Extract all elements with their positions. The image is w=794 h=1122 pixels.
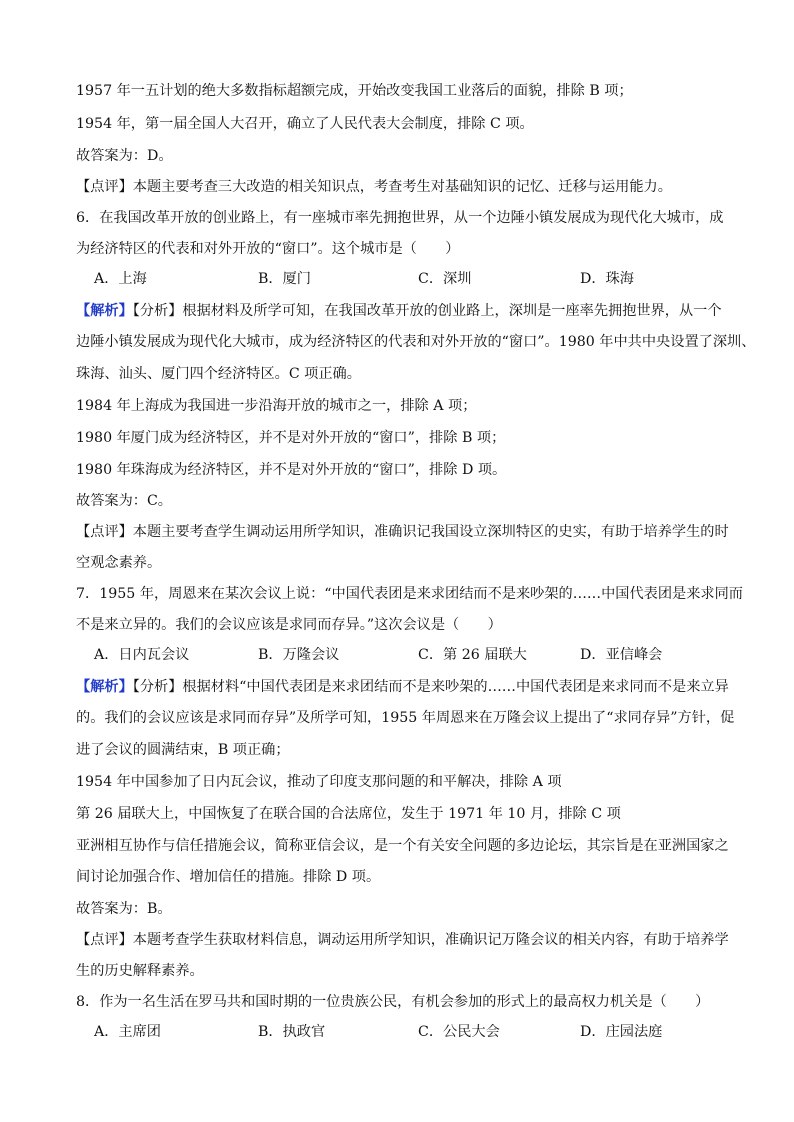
analysis-line: 的。我们的会议应该是求同而存异”及所学可知，1955 年周恩来在万隆会议上提出了“求同存异”方针，促 (76, 710, 735, 726)
comment-line: 空观念素养。 (76, 555, 162, 571)
question-7-text: 不是来立异的。我们的会议应该是求同而存异。”这次会议是（ ） (76, 617, 502, 633)
answer-line: 故答案为：D。 (76, 148, 173, 164)
option-c: C．深圳 (418, 271, 472, 287)
analysis-line (76, 301, 726, 321)
analysis-line: 第 26 届联大上，中国恢复了在联合国的合法席位，发生于 1971 年 10 月，排除 C 项 (76, 806, 621, 822)
question-6-text: 6．在我国改革开放的创业路上，有一座城市率先拥抱世界，从一个边陲小镇发展成为现代化大城市，成 (76, 210, 724, 226)
analysis-text: 【分析】根据材料及所学可知，在我国改革开放的创业路上，深圳是一座率先拥抱世界，从一个 (132, 303, 722, 319)
analysis-line: 珠海、汕头、厦门四个经济特区。C 项正确。 (76, 366, 361, 382)
comment-line: 生的历史解释素养。 (76, 963, 204, 979)
option-c: C．公民大会 (418, 1024, 500, 1040)
analysis-line: 进了会议的圆满结束，B 项正确； (76, 742, 290, 758)
option-c: C．第 26 届联大 (418, 647, 527, 663)
option-d: D．亚信峰会 (580, 647, 663, 663)
answer-line: 故答案为：C。 (76, 493, 172, 509)
comment-line: 【点评】本题考查学生获取材料信息，调动运用所学知识，准确识记万隆会议的相关内容，有助于培养学 (76, 932, 729, 948)
analysis-line: 1954 年中国参加了日内瓦会议，推动了印度支那问题的和平解决，排除 A 项 (76, 774, 562, 790)
option-b: B．执政官 (258, 1024, 326, 1040)
option-d: D．珠海 (580, 271, 634, 287)
analysis-line: 亚洲相互协作与信任措施会议，简称亚信会议，是一个有关安全问题的多边论坛，其宗旨是在亚洲国家之 (76, 838, 729, 854)
analysis-tag: 【解析】 (76, 679, 133, 695)
comment-line: 【点评】本题主要考查学生调动运用所学知识，准确识记我国设立深圳特区的史实，有助于培养学生的时 (76, 524, 729, 540)
option-b: B．万隆会议 (258, 647, 340, 663)
analysis-line: 边陲小镇发展成为现代化大城市，成为经济特区的代表和对外开放的“窗口”。1980 年中共中央设置了深圳、 (76, 334, 756, 350)
option-d: D．庄园法庭 (580, 1024, 663, 1040)
question-8-text: 8．作为一名生活在罗马共和国时期的一位贵族公民，有机会参加的形式上的最高权力机关是（ ） (76, 994, 710, 1010)
analysis-tag: 【解析】 (76, 303, 133, 319)
option-a: A．上海 (94, 271, 147, 287)
analysis-line: 间讨论加强合作、增加信任的措施。排除 D 项。 (76, 869, 381, 885)
option-a: A．日内瓦会议 (94, 647, 190, 663)
question-7-text: 7．1955 年，周恩来在某次会议上说：“中国代表团是来求团结而不是来吵架的……中国代表团是来求同而 (76, 586, 743, 602)
analysis-line: 1980 年珠海成为经济特区，并不是对外开放的“窗口”，排除 D 项。 (76, 462, 507, 478)
analysis-text: 【分析】根据材料“中国代表团是来求团结而不是来吵架的……中国代表团是来求同而不是来立异 (132, 679, 729, 695)
option-a: A．主席团 (94, 1024, 161, 1040)
question-6-text: 为经济特区的代表和对外开放的“窗口”。这个城市是（ ） (76, 241, 460, 257)
analysis-line: 1980 年厦门成为经济特区，并不是对外开放的“窗口”，排除 B 项； (76, 430, 506, 446)
comment-line: 【点评】本题主要考查三大改造的相关知识点，考查考生对基础知识的记忆、迁移与运用能力。 (76, 179, 672, 195)
analysis-line: 1984 年上海成为我国进一步沿海开放的城市之一，排除 A 项； (76, 398, 477, 414)
analysis-line (76, 677, 729, 697)
option-b: B．厦门 (258, 271, 311, 287)
answer-line: 故答案为：B。 (76, 901, 172, 917)
text-line: 1954 年，第一届全国人大召开，确立了人民代表大会制度，排除 C 项。 (76, 116, 534, 132)
text-line: 1957 年一五计划的绝大多数指标超额完成，开始改变我国工业落后的面貌，排除 B 项； (76, 83, 633, 99)
